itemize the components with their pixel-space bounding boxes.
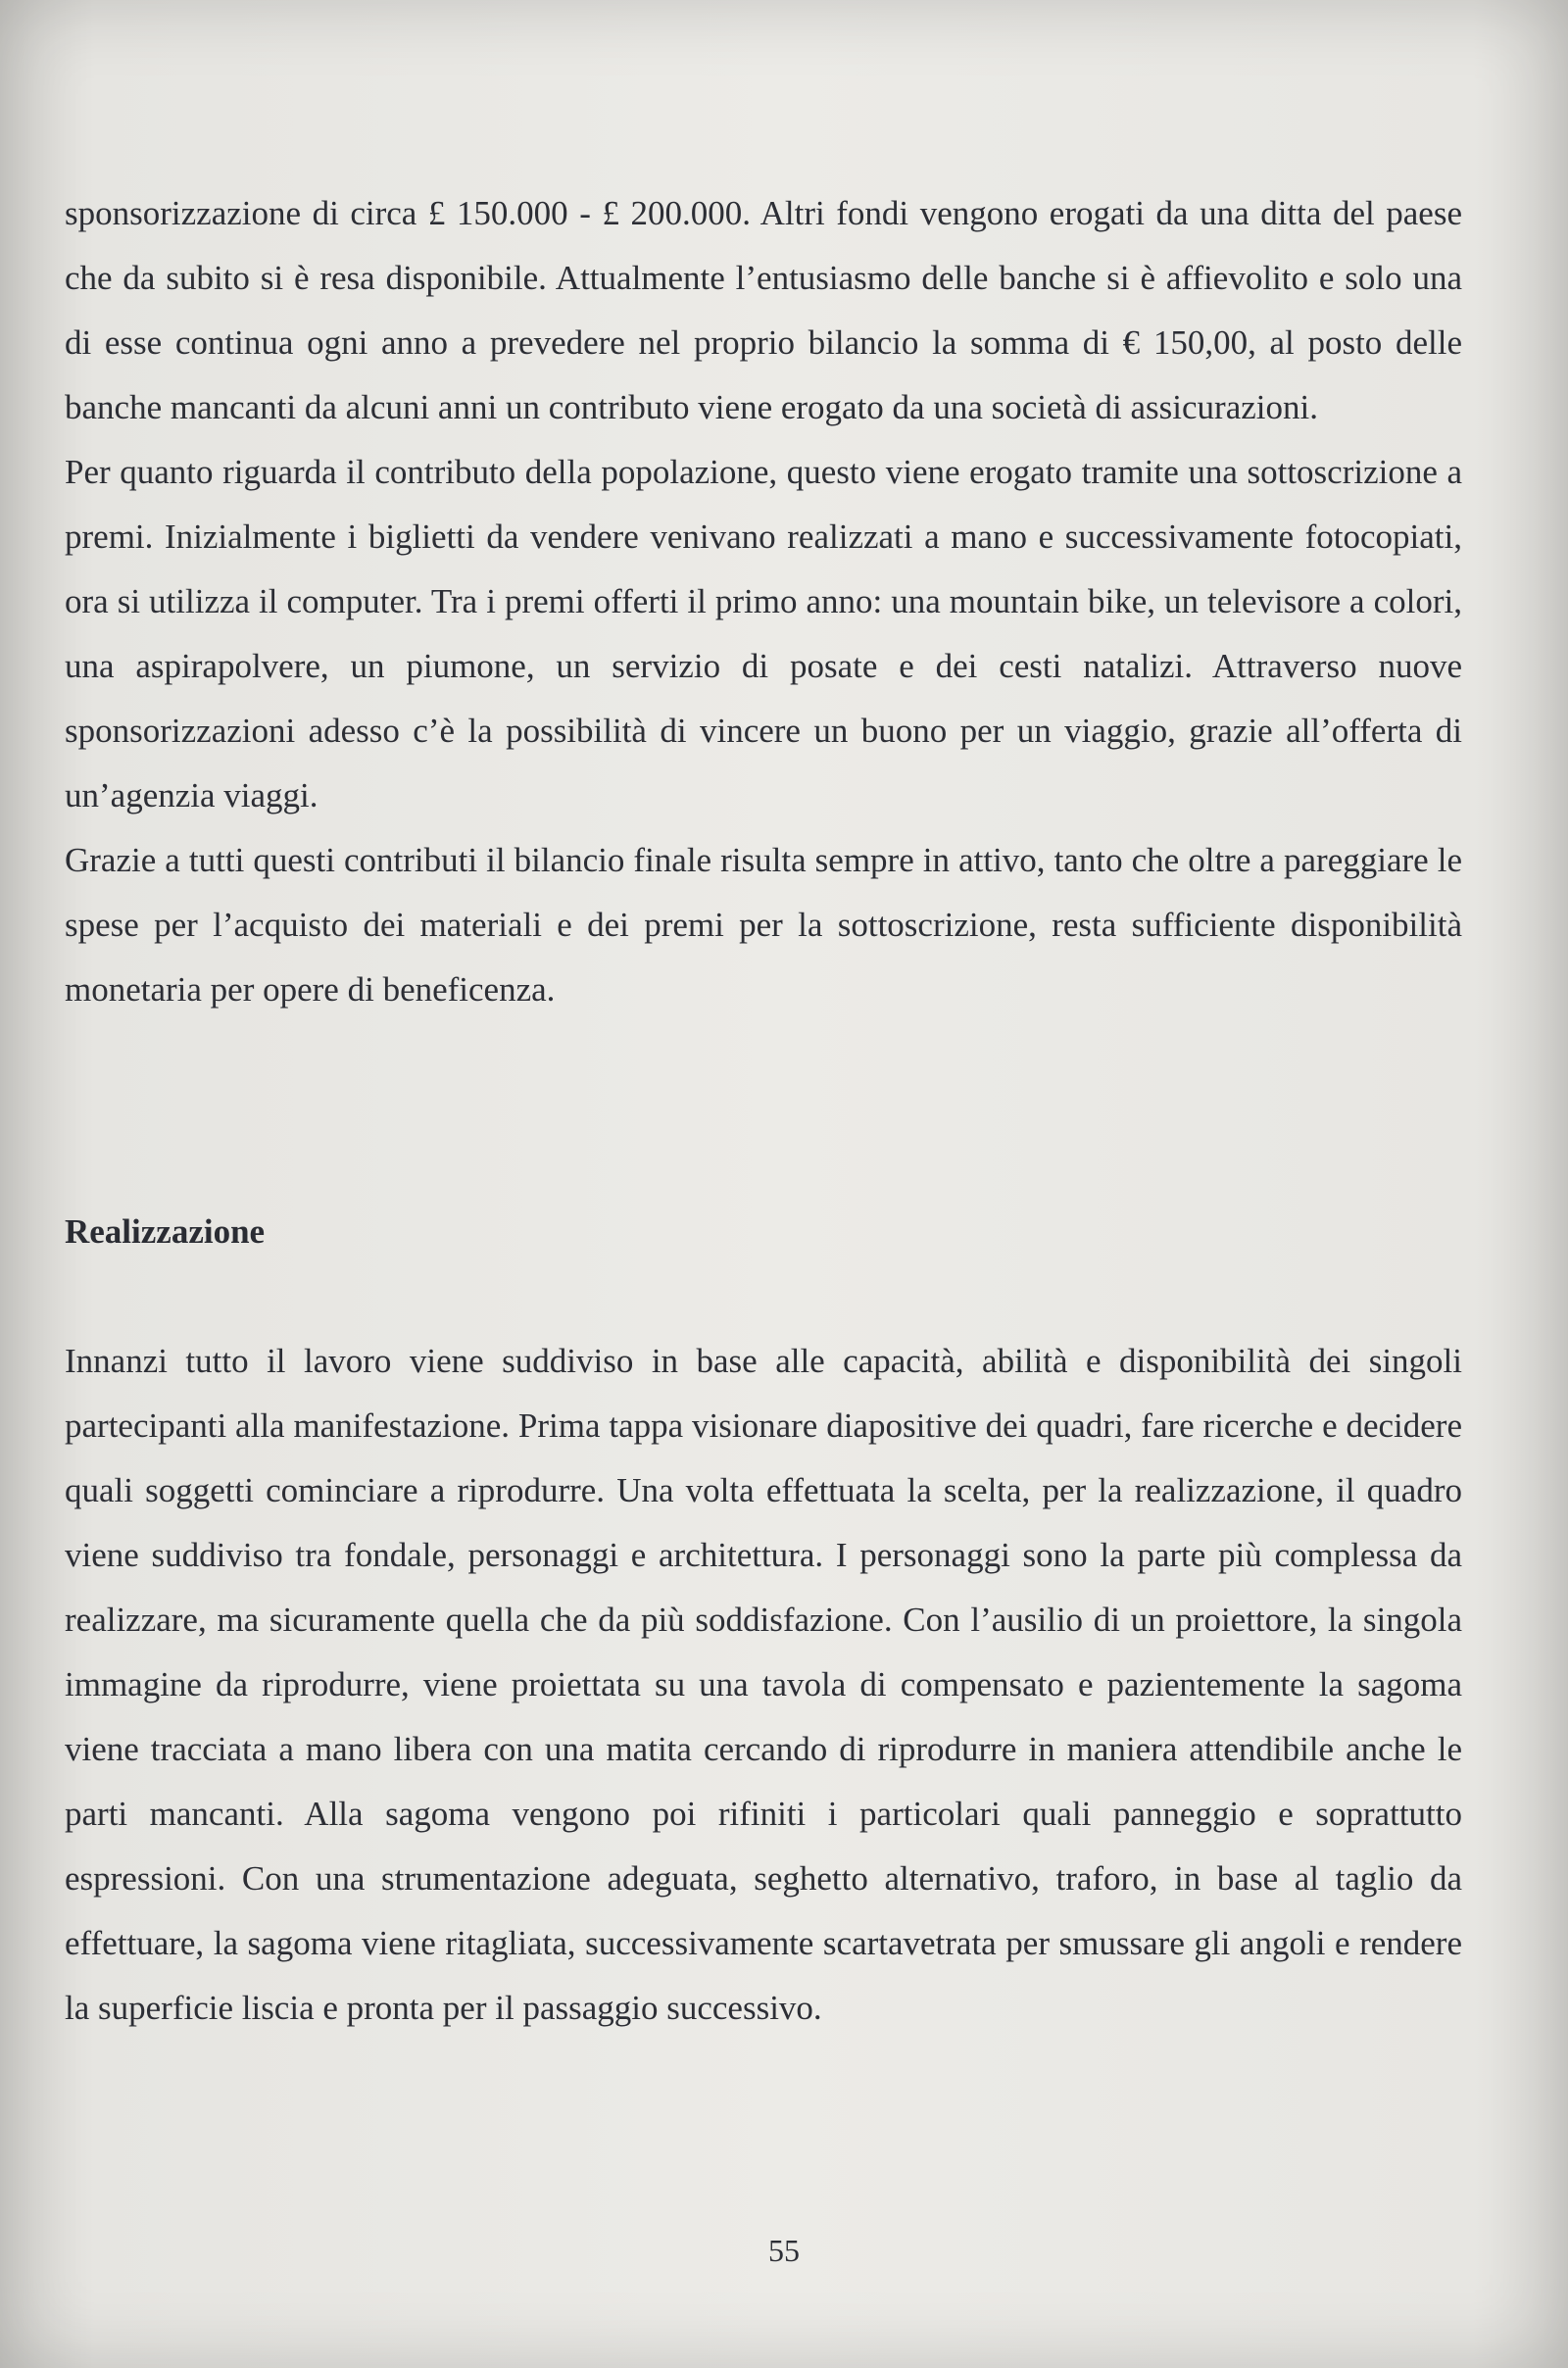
paragraph-realization: Innanzi tutto il lavoro viene suddiviso in base alle capacità, abilità e disponibilità dei singoli partecipanti alla manifestazione. Prima tappa visionare diapositive dei quadri, fare ricerche e decidere quali soggetti cominciare a riprodurre. Una volta effettuata la scelta, per la realizzazione, il quadro viene suddiviso tra fondale, personaggi e architettura. I personaggi sono la parte più complessa da realizzare, ma sicuramente quella che da più soddisfazione. Con l’ausilio di un proiettore, la singola immagine da riprodurre, viene proiettata su una tavola di compensato e pazientemente la sagoma viene tracciata a mano libera con una matita cercando di riprodurre in maniera attendibile anche le parti mancanti. Alla sagoma vengono poi rifiniti i particolari quali panneggio e soprattutto espressioni. Con una strumentazione adeguata, seghetto alternativo, traforo, in base al taglio da effettuare, la sagoma viene ritagliata, successivamente scartavetrata per smussare gli angoli e rendere la superficie liscia e pronta per il passaggio successivo. bbox=[65, 1342, 1462, 2027]
section-heading: Realizzazione bbox=[65, 1212, 266, 1251]
paragraph-population-contribution: Per quanto riguarda il contributo della popolazione, questo viene erogato tramite una sottoscrizione a premi. Inizialmente i biglietti da vendere venivano realizzati a mano e successivamente fotocopiati, ora si utilizza il computer. Tra i premi offerti il primo anno: una mountain bike, un televisore a colori, una aspirapolvere, un piumone, un servizio di posate e dei cesti natalizi. Attraverso nuove sponsorizzazioni adesso c’è la possibilità di vincere un buono per un viaggio, grazie all’offerta di un’agenzia viaggi. bbox=[65, 453, 1462, 814]
paragraph-budget: Grazie a tutti questi contributi il bilancio finale risulta sempre in attivo, tanto che oltre a pareggiare le spese per l’acquisto dei materiali e dei premi per la sottoscrizione, resta sufficiente disponibilità monetaria per opere di beneficenza. bbox=[65, 841, 1462, 1009]
paragraph-sponsorship: sponsorizzazione di circa £ 150.000 - £ 200.000. Altri fondi vengono erogati da una ditta del paese che da subito si è resa disponibile. Attualmente l’entusiasmo delle banche si è affievolito e solo una di esse continua ogni anno a prevedere nel proprio bilancio la somma di € 150,00, al posto delle banche mancanti da alcuni anni un contributo viene erogato da una società di assicurazioni. bbox=[65, 194, 1462, 426]
body-text-bottom bbox=[65, 1329, 1462, 2041]
page-number: 55 bbox=[768, 2233, 800, 2268]
body-text-top bbox=[65, 181, 1462, 1022]
